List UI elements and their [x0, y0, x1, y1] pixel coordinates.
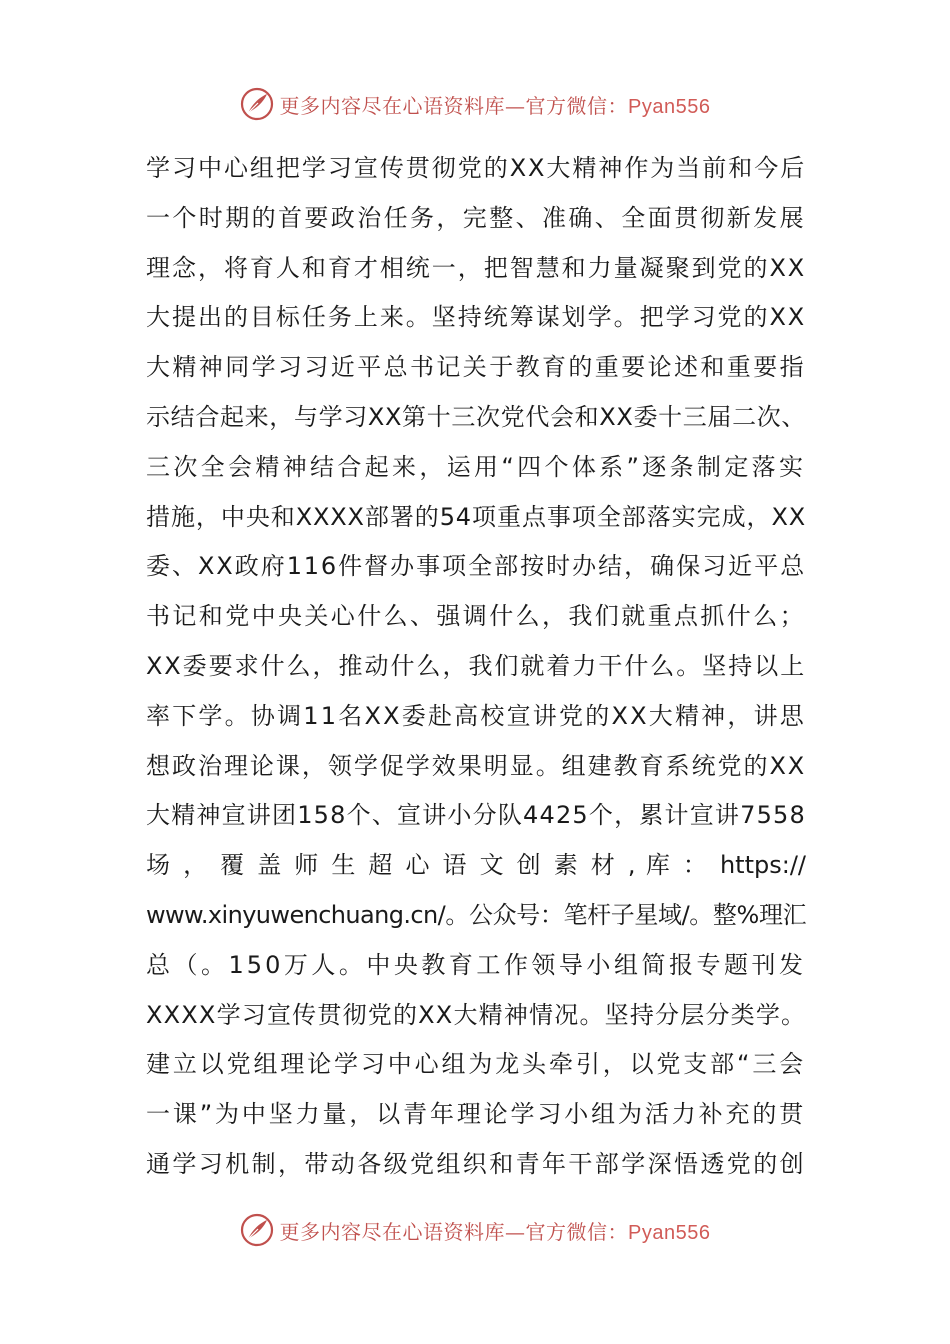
header-banner-id: Pyan556 — [628, 95, 711, 118]
quill-logo-icon — [240, 1213, 274, 1247]
text-line: 通学习机制，带动各级党组织和青年干部学深悟透党的创 — [146, 1149, 806, 1178]
text-line: 想政治理论课，领学促学效果明显。组建教育系统党的XX — [146, 751, 806, 780]
text-line: 率下学。协调11名XX委赴高校宣讲党的XX大精神，讲思 — [146, 701, 806, 730]
text-line: 大提出的目标任务上来。坚持统筹谋划学。把学习党的XX — [146, 303, 806, 332]
footer-banner-cn: 更多内容尽在心语资料库 — [279, 1219, 506, 1244]
text-line: 场 ， 覆 盖 师 生 超 心 语 文 创 素 材 , 库 ： https:// — [146, 851, 806, 880]
footer-banner-text — [280, 1216, 711, 1245]
text-line: 建立以党组理论学习中心组为龙头牵引，以党支部“三会 — [146, 1050, 806, 1079]
text-line: 总（。150万人。中央教育工作领导小组简报专题刊发 — [146, 950, 806, 979]
header-banner-cn: 更多内容尽在心语资料库 — [279, 93, 506, 118]
text-line: 大精神同学习习近平总书记关于教育的重要论述和重要指 — [146, 353, 806, 382]
page-header-banner — [0, 84, 950, 124]
text-line: 学习中心组把学习宣传贯彻党的XX大精神作为当前和今后 — [146, 154, 806, 182]
footer-banner-id: Pyan556 — [628, 1221, 711, 1244]
footer-banner-sep: — — [505, 1219, 526, 1244]
header-banner-text — [280, 90, 711, 119]
text-line: 一个时期的首要政治任务，完整、准确、全面贯彻新发展 — [146, 203, 806, 232]
text-line: 三次全会精神结合起来，运用“四个体系”逐条制定落实 — [146, 452, 806, 481]
text-line: 大精神宣讲团158个、宣讲小分队4425个，累计宣讲7558 — [146, 801, 806, 830]
page-footer-banner — [0, 1210, 950, 1250]
text-line: 措施，中央和XXXX部署的54项重点事项全部落实完成，XX — [146, 502, 806, 531]
quill-logo-icon — [240, 87, 274, 121]
text-line: www.xinyuwenchuang.cn/。公众号：笔杆子星域/。整%理汇 — [146, 900, 806, 929]
text-line: 书记和党中央关心什么、强调什么，我们就重点抓什么； — [146, 602, 806, 631]
text-line: XX委要求什么，推动什么，我们就着力干什么。坚持以上 — [146, 651, 806, 680]
header-banner-label: 官方微信： — [525, 93, 629, 118]
text-line: 理念，将育人和育才相统一，把智慧和力量凝聚到党的XX — [146, 253, 806, 282]
text-line: 示结合起来，与学习XX第十三次党代会和XX委十三届二次、 — [146, 402, 806, 431]
document-body — [146, 144, 806, 1190]
text-line: 委、XX政府116件督办事项全部按时办结，确保习近平总 — [146, 552, 806, 581]
header-banner-sep: — — [505, 93, 526, 118]
text-line: XXXX学习宣传贯彻党的XX大精神情况。坚持分层分类学。 — [146, 1000, 807, 1029]
footer-banner-label: 官方微信： — [525, 1219, 629, 1244]
text-line: 一课”为中坚力量，以青年理论学习小组为活力补充的贯 — [146, 1100, 806, 1129]
